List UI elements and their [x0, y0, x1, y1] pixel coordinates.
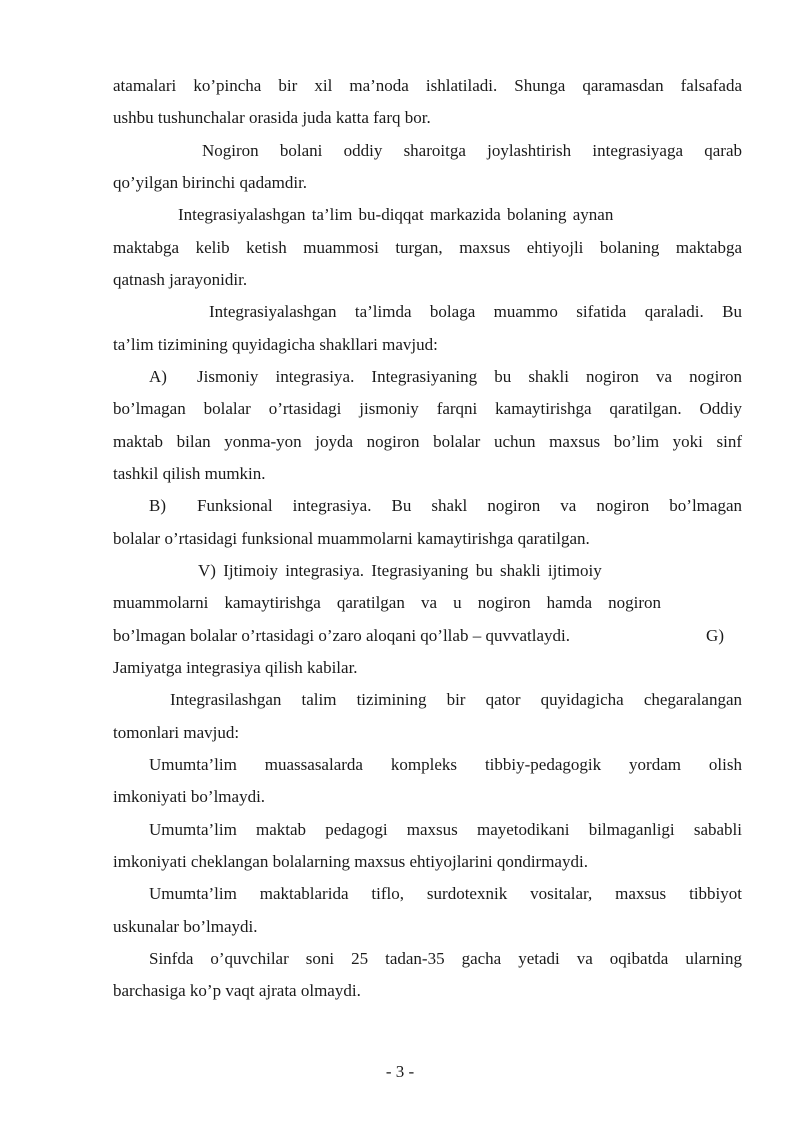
text-line: ta’lim tizimining quyidagicha shakllari mavjud: — [113, 335, 438, 354]
text-line: maktabga kelib ketish muammosi turgan, maxsus ehtiyojli bolaning maktabga — [113, 238, 742, 257]
text-line: Jismoniy integrasiya. Integrasiyaning bu shakli nogiron va nogiron — [197, 367, 742, 386]
text-line: Umumta’lim maktab pedagogi maxsus mayetodikani bilmaganligi sababli — [149, 820, 742, 839]
text-line: V) Ijtimoiy integrasiya. Itegrasiyaning bu shakli ijtimoiy — [198, 561, 602, 580]
text-line: Integrasiyalashgan ta’limda bolaga muammo sifatida qaraladi. Bu — [209, 302, 742, 321]
text-line: uskunalar bo’lmaydi. — [113, 917, 258, 936]
text-line: Nogiron bolani oddiy sharoitga joylashtirish integrasiyaga qarab — [202, 141, 742, 160]
text-line: maktab bilan yonma-yon joyda nogiron bolalar uchun maxsus bo’lim yoki sinf — [113, 432, 742, 451]
page-number: - 3 - — [385, 1062, 415, 1081]
list-marker: G) — [706, 626, 724, 645]
text-line: imkoniyati bo’lmaydi. — [113, 787, 266, 806]
text-line: tomonlari mavjud: — [113, 723, 240, 742]
text-line: muammolarni kamaytirishga qaratilgan va u nogiron hamda nogiron — [113, 593, 661, 612]
text-line: Umumta’lim muassasalarda kompleks tibbiy-pedagogik yordam olish — [149, 755, 742, 774]
text-line: ushbu tushunchalar orasida juda katta farq bor. — [113, 108, 431, 127]
text-line: Umumta’lim maktablarida tiflo, surdotexnik vositalar, maxsus tibbiyot — [149, 884, 742, 903]
text-line: Sinfda o’quvchilar soni 25 tadan-35 gacha yetadi va oqibatda ularning — [149, 949, 742, 968]
list-item-b — [149, 494, 742, 518]
text-line: Integrasiyalashgan ta’lim bu-diqqat markazida bolaning aynan — [178, 205, 614, 224]
list-item-a — [149, 365, 742, 389]
text-line: Jamiyatga integrasiya qilish kabilar. — [113, 658, 358, 677]
text-line: imkoniyati cheklangan bolalarning maxsus ehtiyojlarini qondirmaydi. — [113, 852, 588, 871]
text-line: bo’lmagan bolalar o’rtasidagi jismoniy farqni kamaytirishga qaratilgan. Oddiy — [113, 399, 742, 418]
text-line: atamalari ko’pincha bir xil ma’noda ishlatiladi. Shunga qaramasdan falsafada — [113, 76, 742, 95]
text-line-with-marker — [113, 624, 742, 648]
list-marker: B) — [149, 496, 166, 515]
text-line: tashkil qilish mumkin. — [113, 464, 266, 483]
text-line: qo’yilgan birinchi qadamdir. — [113, 173, 308, 192]
text-line: qatnash jarayonidir. — [113, 270, 248, 289]
text-line: Integrasilashgan talim tizimining bir qator quyidagicha chegaralangan — [170, 690, 742, 709]
text-line: bolalar o’rtasidagi funksional muammolarni kamaytirishga qaratilgan. — [113, 529, 590, 548]
list-marker: A) — [149, 367, 167, 386]
text-line: Funksional integrasiya. Bu shakl nogiron va nogiron bo’lmagan — [197, 496, 742, 515]
text-line: barchasiga ko’p vaqt ajrata olmaydi. — [113, 981, 361, 1000]
text-line: bo’lmagan bolalar o’rtasidagi o’zaro aloqani qo’llab – quvvatlaydi. — [113, 626, 570, 645]
